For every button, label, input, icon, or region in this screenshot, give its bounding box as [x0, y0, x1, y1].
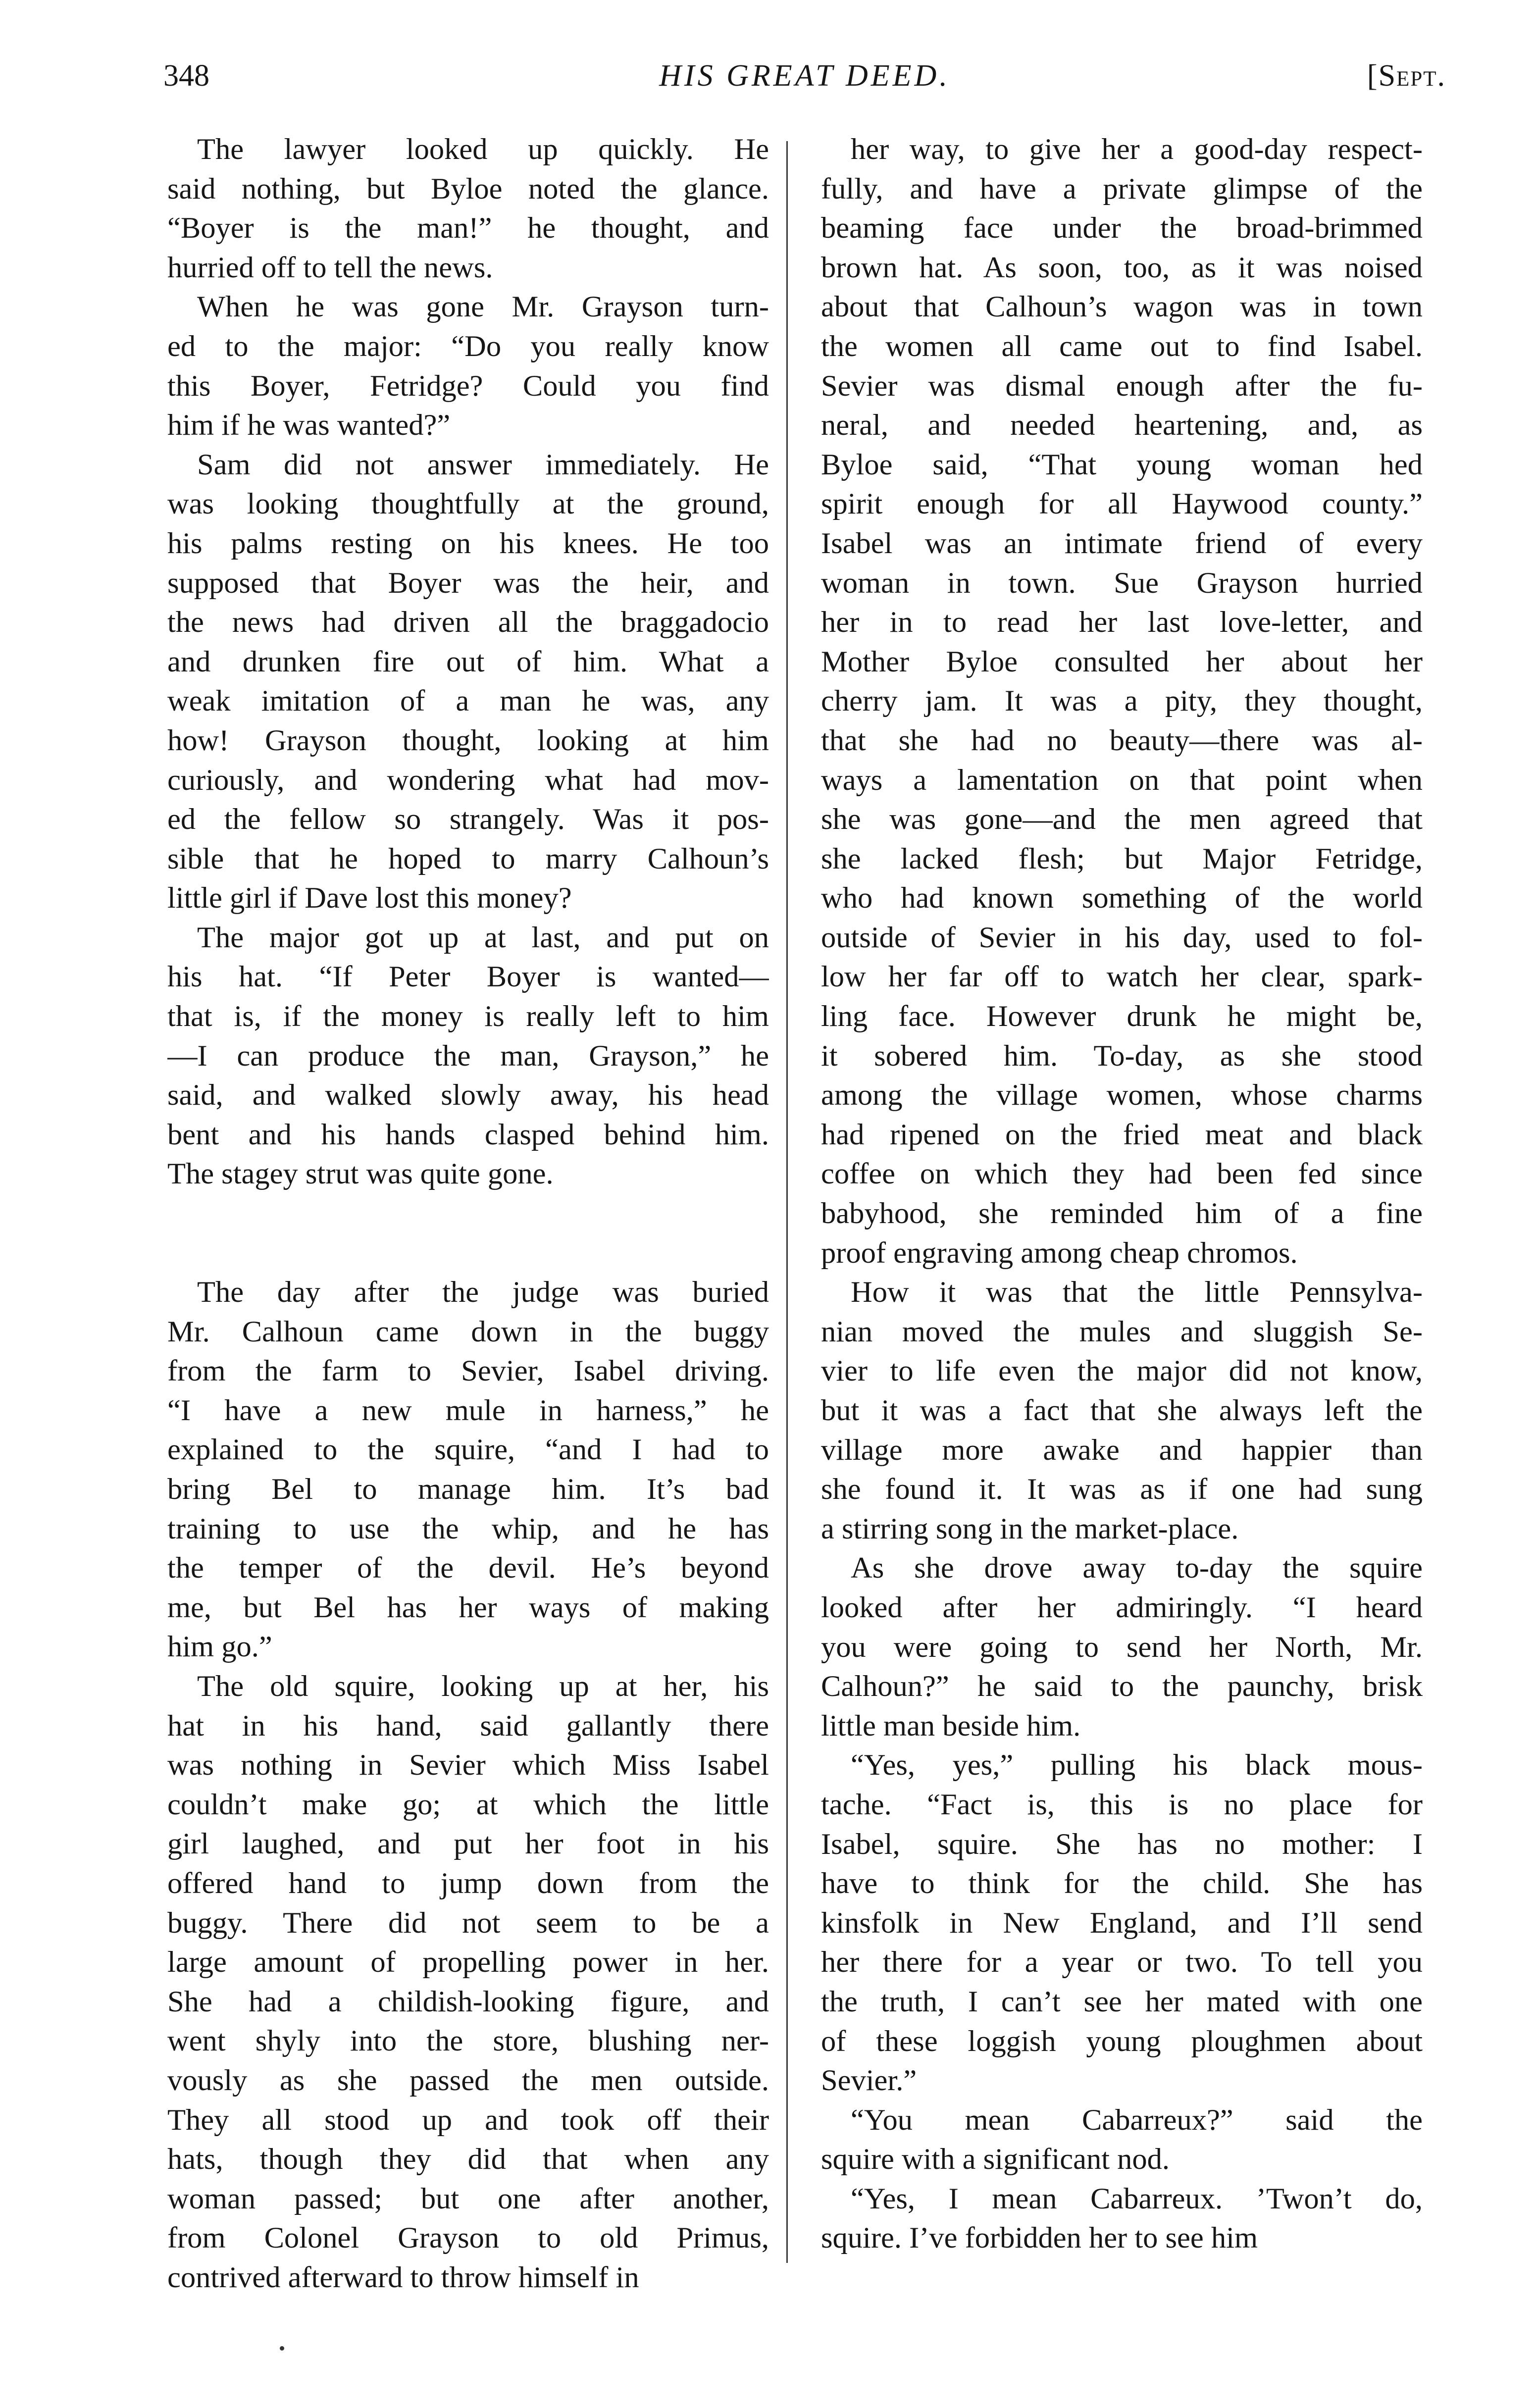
text-line: she found it. It was as if one had sung	[821, 1473, 1423, 1506]
text-line: cherry jam. It was a pity, they thought,	[821, 684, 1423, 718]
text-line: said, and walked slowly away, his head	[167, 1078, 769, 1112]
text-line: of these loggish young ploughmen about	[821, 2024, 1423, 2058]
text-line: the news had driven all the braggadocio	[167, 606, 769, 639]
paragraph	[821, 2101, 1423, 2179]
text-line: Sam did not answer immediately. He	[197, 448, 769, 481]
text-line: ways a lamentation on that point when	[821, 763, 1423, 797]
text-line: him if he was wanted?”	[167, 409, 451, 442]
text-line: said nothing, but Byloe noted the glance.	[167, 172, 769, 205]
text-line: —I can produce the man, Grayson,” he	[167, 1039, 769, 1073]
text-line: had ripened on the fried meat and black	[821, 1118, 1423, 1151]
text-line: you were going to send her North, Mr.	[821, 1630, 1423, 1664]
text-line: little girl if Dave lost this money?	[167, 881, 572, 915]
text-line: Mr. Calhoun came down in the buggy	[167, 1315, 769, 1348]
text-line: about that Calhoun’s wagon was in town	[821, 290, 1423, 324]
text-line: vously as she passed the men outside.	[167, 2063, 769, 2097]
text-line: village more awake and happier than	[821, 1433, 1423, 1467]
paragraph	[167, 287, 769, 445]
text-line: babyhood, she reminded him of a fine	[821, 1197, 1423, 1230]
running-title-wrap	[163, 53, 1446, 98]
text-line: neral, and needed heartening, and, as	[821, 409, 1423, 442]
left-column	[167, 130, 769, 2297]
column-divider	[786, 141, 788, 2263]
text-line: Byloe said, “That young woman hed	[821, 448, 1423, 481]
text-line: large amount of propelling power in her.	[167, 1946, 769, 1979]
text-line: proof engraving among cheap chromos.	[821, 1236, 1298, 1270]
text-line: The major got up at last, and put on	[197, 921, 769, 954]
paragraph	[821, 1745, 1423, 2100]
text-line: woman passed; but one after another,	[167, 2182, 769, 2215]
text-line: me, but Bel has her ways of making	[167, 1590, 769, 1624]
text-line: nian moved the mules and sluggish Se-	[821, 1315, 1423, 1348]
text-line: “Boyer is the man!” he thought, and	[167, 211, 769, 245]
text-line: kinsfolk in New England, and I’ll send	[821, 1906, 1423, 1940]
text-line: Isabel, squire. She has no mother: I	[821, 1827, 1423, 1861]
text-line: The old squire, looking up at her, his	[197, 1669, 769, 1703]
text-line: They all stood up and took off their	[167, 2103, 769, 2137]
text-line: contrived afterward to throw himself in	[167, 2260, 639, 2294]
text-line: ed the fellow so strangely. Was it pos-	[167, 803, 769, 836]
text-line: have to think for the child. She has	[821, 1867, 1423, 1900]
text-line: “I have a new mule in harness,” he	[167, 1393, 769, 1427]
text-line: fully, and have a private glimpse of the	[821, 172, 1423, 205]
text-line: ed to the major: “Do you really know	[167, 329, 769, 363]
text-line: hurried off to tell the news.	[167, 251, 493, 284]
text-line: training to use the whip, and he has	[167, 1512, 769, 1545]
paragraph	[167, 1273, 769, 1667]
text-line: she was gone—and the men agreed that	[821, 803, 1423, 836]
text-line: this Boyer, Fetridge? Could you find	[167, 369, 769, 403]
text-line: hat in his hand, said gallantly there	[167, 1709, 769, 1742]
text-line: squire. I’ve forbidden her to see him	[821, 2221, 1258, 2255]
text-line: was nothing in Sevier which Miss Isabel	[167, 1748, 769, 1782]
text-line: from Colonel Grayson to old Primus,	[167, 2221, 769, 2255]
text-line: was looking thoughtfully at the ground,	[167, 487, 769, 521]
text-line: weak imitation of a man he was, any	[167, 684, 769, 718]
text-line: it sobered him. To-day, as she stood	[821, 1039, 1423, 1073]
text-line: him go.”	[167, 1630, 272, 1664]
text-line: As she drove away to-day the squire	[851, 1551, 1423, 1585]
text-line: vier to life even the major did not know,	[821, 1354, 1423, 1388]
text-line: “You mean Cabarreux?” said the	[851, 2103, 1423, 2137]
text-line: tache. “Fact is, this is no place for	[821, 1788, 1423, 1821]
text-line: Mother Byloe consulted her about her	[821, 645, 1423, 678]
text-line: his palms resting on his knees. He too	[167, 526, 769, 560]
text-line: outside of Sevier in his day, used to fol-	[821, 921, 1423, 954]
text-line: woman in town. Sue Grayson hurried	[821, 566, 1423, 600]
text-line: the truth, I can’t see her mated with one	[821, 1985, 1423, 2018]
text-line: Calhoun?” he said to the paunchy, brisk	[821, 1670, 1423, 1703]
text-line: explained to the squire, “and I had to	[167, 1433, 769, 1467]
text-line: coffee on which they had been fed since	[821, 1157, 1423, 1191]
paragraph	[821, 130, 1423, 1273]
text-line: Sevier.”	[821, 2064, 917, 2098]
section-break	[167, 1194, 769, 1273]
text-line: from the farm to Sevier, Isabel driving.	[167, 1354, 769, 1388]
text-line: supposed that Boyer was the heir, and	[167, 566, 769, 600]
text-line: When he was gone Mr. Grayson turn-	[197, 290, 769, 324]
paragraph	[167, 130, 769, 287]
text-line: hats, though they did that when any	[167, 2143, 769, 2176]
running-title: HIS GREAT DEED.	[659, 59, 950, 93]
text-line: and drunken fire out of him. What a	[167, 645, 769, 678]
section-mark: [Sept.	[1367, 59, 1446, 93]
text-line: offered hand to jump down from the	[167, 1866, 769, 1900]
text-line: the temper of the devil. He’s beyond	[167, 1551, 769, 1585]
text-line: her there for a year or two. To tell you	[821, 1946, 1423, 1979]
text-line: she lacked flesh; but Major Fetridge,	[821, 842, 1423, 875]
text-line: bent and his hands clasped behind him.	[167, 1118, 769, 1151]
text-line: among the village women, whose charms	[821, 1078, 1423, 1112]
text-line: who had known something of the world	[821, 881, 1423, 915]
text-line: little man beside him.	[821, 1709, 1081, 1742]
text-line: looked after her admiringly. “I heard	[821, 1590, 1423, 1624]
text-line: squire with a significant nod.	[821, 2143, 1170, 2176]
text-line: couldn’t make go; at which the little	[167, 1788, 769, 1821]
paragraph	[821, 1548, 1423, 1745]
text-line: that she had no beauty—there was al-	[821, 723, 1423, 757]
text-line: how! Grayson thought, looking at him	[167, 723, 769, 757]
text-line: beaming face under the broad-brimmed	[821, 211, 1423, 245]
text-line: her way, to give her a good-day respect-	[851, 133, 1423, 166]
right-column	[821, 130, 1423, 2258]
text-line: Isabel was an intimate friend of every	[821, 526, 1423, 560]
paragraph	[167, 1667, 769, 2298]
paragraph	[821, 1273, 1423, 1548]
text-line: ling face. However drunk he might be,	[821, 1000, 1423, 1033]
text-line: “Yes, I mean Cabarreux. ’Twon’t do,	[851, 2182, 1423, 2215]
running-head	[163, 53, 1446, 98]
text-line: a stirring song in the market-place.	[821, 1512, 1239, 1545]
text-line: spirit enough for all Haywood county.”	[821, 487, 1423, 521]
text-line: Sevier was dismal enough after the fu-	[821, 369, 1423, 403]
paragraph	[821, 2179, 1423, 2258]
text-line: brown hat. As soon, too, as it was noised	[821, 251, 1423, 284]
text-line: sible that he hoped to marry Calhoun’s	[167, 842, 769, 875]
text-line: his hat. “If Peter Boyer is wanted—	[167, 960, 769, 994]
text-line: but it was a fact that she always left the	[821, 1394, 1423, 1427]
text-line: girl laughed, and put her foot in his	[167, 1827, 769, 1861]
page-number: 348	[163, 59, 209, 93]
text-line: the women all came out to find Isabel.	[821, 329, 1423, 363]
ink-dot	[280, 2346, 284, 2351]
text-line: low her far off to watch her clear, spark-	[821, 960, 1423, 994]
text-line: “Yes, yes,” pulling his black mous-	[851, 1748, 1423, 1782]
paragraph	[167, 918, 769, 1194]
text-line: her in to read her last love-letter, and	[821, 606, 1423, 639]
text-line: bring Bel to manage him. It’s bad	[167, 1473, 769, 1506]
text-line: buggy. There did not seem to be a	[167, 1906, 769, 1940]
text-line: The day after the judge was buried	[197, 1276, 769, 1309]
text-line: The lawyer looked up quickly. He	[197, 133, 769, 166]
text-line: went shyly into the store, blushing ner-	[167, 2024, 769, 2058]
text-line: She had a childish-looking figure, and	[167, 1985, 769, 2018]
text-line: The stagey strut was quite gone.	[167, 1157, 554, 1191]
paragraph	[167, 445, 769, 918]
text-line: How it was that the little Pennsylva-	[851, 1276, 1423, 1309]
text-line: that is, if the money is really left to him	[167, 1000, 769, 1033]
text-line: curiously, and wondering what had mov-	[167, 763, 769, 797]
